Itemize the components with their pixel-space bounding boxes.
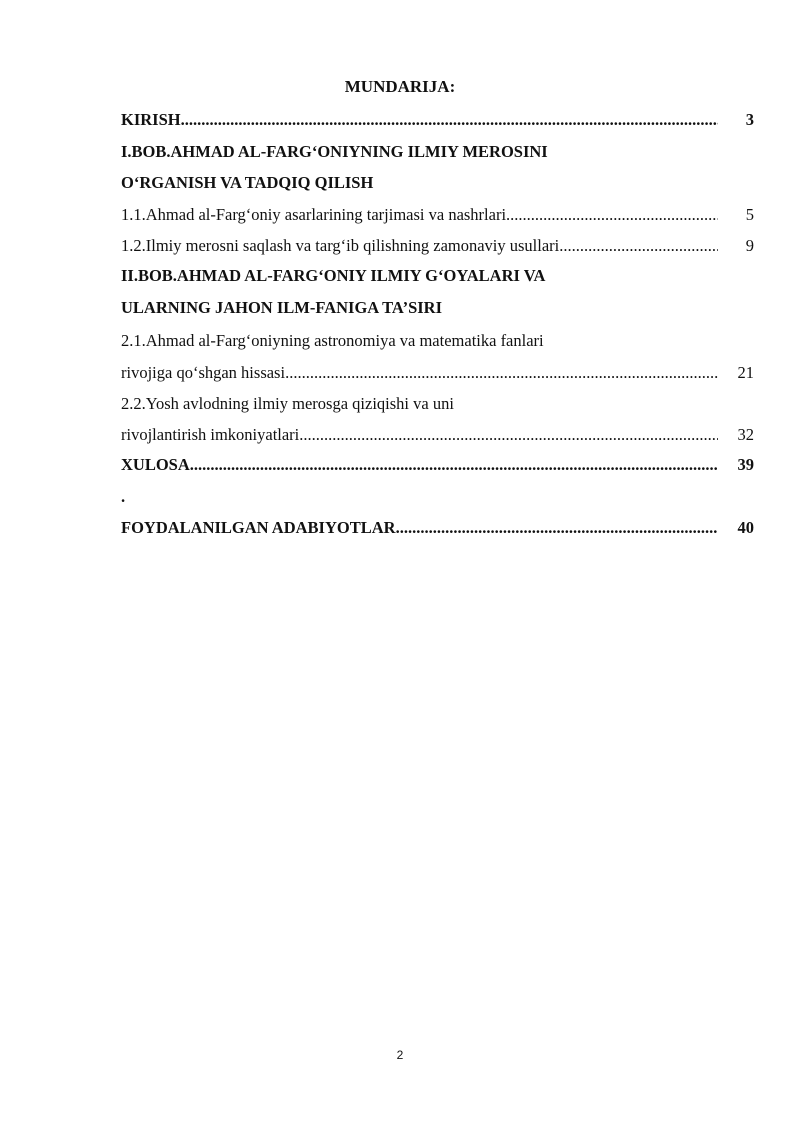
- toc-entry-label: KIRISH: [121, 110, 181, 129]
- toc-page-number: 32: [737, 425, 754, 444]
- toc-title: MUNDARIJA:: [344, 77, 456, 96]
- toc-leader-dots: [396, 517, 718, 539]
- toc-entry-xulosa: [121, 454, 754, 476]
- toc-entry-label: XULOSA: [121, 455, 190, 474]
- toc-leader-dots: [190, 454, 718, 476]
- toc-page-number: 5: [745, 205, 754, 224]
- toc-entry-2-2-line-1: 2.2.Yosh avlodning ilmiy merosga qiziqishi va uni: [121, 394, 454, 413]
- toc-leader-dots: [285, 362, 718, 384]
- toc-entry-1-2: [121, 235, 754, 257]
- toc-entry-2-1: [121, 362, 754, 384]
- toc-entry-label: rivojiga qo‘shgan hissasi: [121, 363, 286, 382]
- toc-leader-dots: [506, 204, 718, 226]
- toc-entry-label: rivojlantirish imkoniyatlari: [121, 425, 300, 444]
- toc-entry-2-1-line-1: 2.1.Ahmad al-Farg‘oniyning astronomiya va matematika fanlari: [121, 331, 544, 350]
- toc-entry-label: FOYDALANILGAN ADABIYOTLAR: [121, 518, 396, 537]
- toc-page-number: 40: [737, 518, 754, 537]
- toc-chapter-1-line-1: I.BOB.AHMAD AL-FARG‘ONIYNING ILMIY MEROSINI: [121, 142, 548, 161]
- toc-chapter-2-line-1: II.BOB.AHMAD AL-FARG‘ONIY ILMIY G‘OYALARI VA: [121, 266, 546, 285]
- toc-entry-kirish: [121, 109, 754, 131]
- toc-leader-dots: [299, 424, 718, 446]
- toc-entry-foydalanilgan: [121, 517, 754, 539]
- toc-chapter-1-line-2: O‘RGANISH VA TADQIQ QILISH: [121, 173, 374, 192]
- stray-dot: .: [121, 487, 126, 506]
- toc-entry-2-2: [121, 424, 754, 446]
- toc-entry-label: 1.1.Ahmad al-Farg‘oniy asarlarining tarjimasi va nashrlari: [121, 205, 507, 224]
- toc-entry-1-1: [121, 204, 754, 226]
- page-number: 2: [396, 1048, 404, 1062]
- toc-page-number: 3: [745, 110, 754, 129]
- toc-chapter-2-line-2: ULARNING JAHON ILM-FANIGA TA’SIRI: [121, 298, 443, 317]
- toc-leader-dots: [559, 235, 718, 257]
- toc-page-number: 21: [737, 363, 754, 382]
- toc-entry-label: 1.2.Ilmiy merosni saqlash va targ‘ib qilishning zamonaviy usullari: [121, 236, 560, 255]
- toc-page-number: 39: [737, 455, 754, 474]
- toc-page-number: 9: [745, 236, 754, 255]
- toc-leader-dots: [181, 109, 718, 131]
